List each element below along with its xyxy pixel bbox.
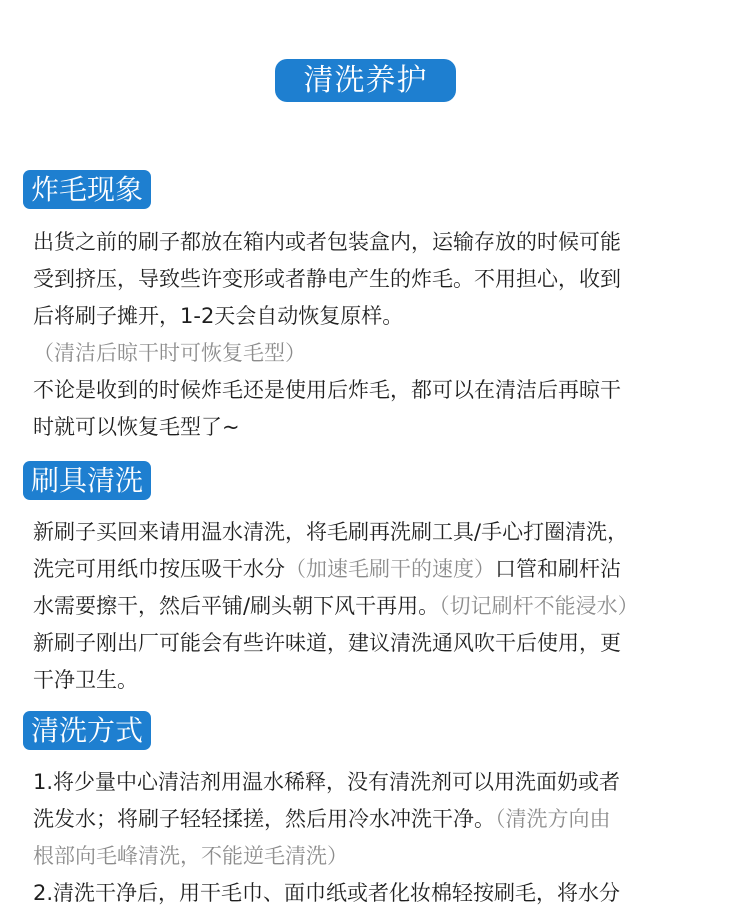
text-line [33, 838, 723, 875]
note-text: （清洗方向由 [495, 807, 611, 831]
body-text: 不论是收到的时候炸毛还是使用后炸毛，都可以在清洁后再晾干 [33, 378, 621, 402]
body-text: 新刷子刚出厂可能会有些许味道，建议清洗通风吹干后使用，更 [33, 631, 621, 655]
body-text: 后将刷子摊开，1-2天会自动恢复原样。 [33, 304, 404, 328]
text-line [33, 801, 723, 838]
body-text: 洗发水；将刷子轻轻揉搓，然后用冷水冲洗干净。 [33, 807, 495, 831]
body-text: 口管和刷杆沾 [495, 557, 621, 581]
section-title-frizz: 炸毛现象 [23, 170, 151, 209]
section-body-brush-cleaning [33, 514, 723, 699]
note-text: 根部向毛峰清洗，不能逆毛清洗） [33, 844, 348, 868]
note-text: （清洁后晾干时可恢复毛型） [33, 341, 306, 365]
body-text: 受到挤压，导致些许变形或者静电产生的炸毛。不用担心，收到 [33, 267, 621, 291]
body-text: 新刷子买回来请用温水清洗，将毛刷再洗刷工具/手心打圈清洗， [33, 520, 629, 544]
text-line [33, 409, 723, 446]
body-text: 时就可以恢复毛型了~ [33, 415, 240, 439]
section-body-cleaning-method [33, 764, 723, 912]
section-body-frizz [33, 224, 723, 446]
text-line [33, 514, 723, 551]
note-text: （切记刷杆不能浸水） [439, 594, 639, 618]
text-line [33, 764, 723, 801]
body-text: 洗完可用纸巾按压吸干水分 [33, 557, 285, 581]
text-line [33, 875, 723, 912]
text-line [33, 588, 723, 625]
text-line [33, 298, 723, 335]
page-title: 清洗养护 [275, 59, 456, 102]
note-text: （加速毛刷干的速度） [285, 557, 495, 581]
section-title-brush-cleaning: 刷具清洗 [23, 461, 151, 500]
text-line [33, 662, 723, 699]
text-line [33, 372, 723, 409]
text-line [33, 551, 723, 588]
body-text: 1.将少量中心清洁剂用温水稀释，没有清洗剂可以用洗面奶或者 [33, 770, 621, 794]
body-text: 水需要擦干，然后平铺/刷头朝下风干再用。 [33, 594, 440, 618]
text-line [33, 335, 723, 372]
body-text: 2.清洗干净后，用干毛巾、面巾纸或者化妆棉轻按刷毛，将水分 [33, 881, 621, 905]
text-line [33, 224, 723, 261]
body-text: 出货之前的刷子都放在箱内或者包装盒内，运输存放的时候可能 [33, 230, 621, 254]
body-text: 干净卫生。 [33, 668, 138, 692]
section-title-cleaning-method: 清洗方式 [23, 711, 151, 750]
text-line [33, 625, 723, 662]
text-line [33, 261, 723, 298]
